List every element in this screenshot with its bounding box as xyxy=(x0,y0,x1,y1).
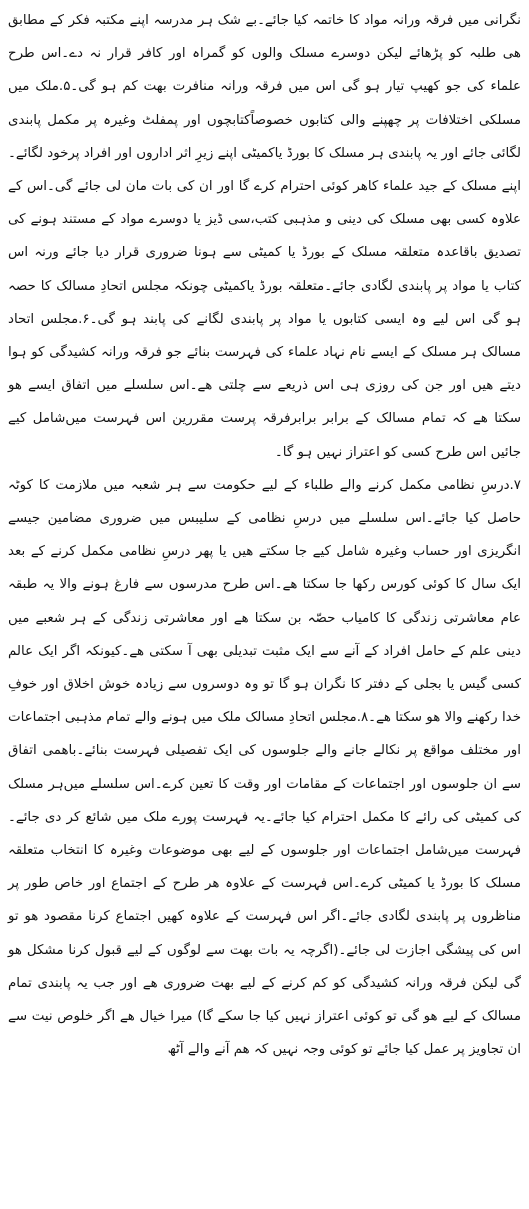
article-body xyxy=(8,4,521,1067)
paragraph-2: ۷.درسِ نظامی مکمل کرنے والے طلباء کے لیے حکومت سے ہر شعبہ میں ملازمت کا کوٹہ حاصل کیا جائے۔اس سلسلے میں درسِ نظامی کے سلیبس میں ضروری مضامین جیسے انگریزی اور حساب وغیرہ شامل کیے جا سکتے ھیں یا پھر درسِ نظامی مکمل کرنے کے بعد ایک سال کا کوئی کورس رکھا جا سکتا ھے۔اس طرح مدرسوں سے فارغ ہونے والا یہ طبقہ عام معاشرتی زندگی کا کامیاب حصّہ بن سکتا ھے اور معاشرتی زندگی کے ہر شعبے میں دینی علم کے حامل افراد کے آنے سے ایک مثبت تبدیلی بھی آ سکتی ھے۔کیونکہ اگر ایک عالم کسی گیس یا بجلی کے دفتر کا نگران ہو گا تو وہ دوسروں سے زیادہ خوش اخلاق اور خوفِ خدا رکھنے والا ھو سکتا ھے۔۸.مجلس اتحادِ مسالک ملک میں ہونے والے تمام مذہبی اجتماعات اور مختلف مواقع پر نکالے جانے والے جلوسوں کی ایک تفصیلی فہرست بنائے۔باھمی اتفاق سے ان جلوسوں اور اجتماعات کے مقامات اور وقت کا تعین کرے۔اس سلسلے میں‌ہر مسلک کی کمیٹی کی رائے کا مکمل احترام کیا جائے۔یہ فہرست پورے ملک میں شائع کر دی جائے۔فہرست میں‌شامل اجتماعات اور جلوسوں کے لیے بھی موضوعات وغیرہ کا انتخاب متعلقہ مسلک کا بورڈ یا کمیٹی کرے۔اس فہرست کے علاوہ ھر طرح کے اجتماع اور خاص طور پر مناظروں پر پابندی لگادی جائے۔اگر اس فہرست کے علاوہ کھیں اجتماع کرنا مقصود ھو تو اس کی پیشگی اجازت لی جائے۔(اگرچہ یہ بات بھت سے لوگوں کے لیے قبول کرنا مشکل ھو گی لیکن فرقہ ورانہ کشیدگی کو کم کرنے کے لیے بھت ضروری ھے اور جب یہ پابندی تمام مسالک کے لیے ھو گی تو کوئی اعتراز نہیں کیا جا سکے گا) میرا خیال ھے اگر خلوص نیت سے ان تجاویز پر عمل کیا جائے تو کوئی وجہ نہیں کہ ھم آنے والے آٹھ xyxy=(8,477,521,1058)
paragraph-1: نگرانی میں فرقہ ورانہ مواد کا خاتمہ کیا جائے۔بے شک ہر مدرسہ اپنے مکتبہ فکر کے مطابق ھی طلبہ کو پڑھائے لیکن دوسرے مسلک والوں کو گمراہ اور کافر قرار نہ دے۔اس طرح علماء کی جو کھیپ تیار ہو گی اس میں فرقہ ورانہ منافرت بھت کم ہو گی۔۵.ملک میں مسلکی اختلافات پر چھپنے والی کتابوں خصوصاًکتابچوں اور پمفلٹ وغیرہ پر مکمل پابندی لگائی جائے اور یہ پابندی ہر مسلک کا بورڈ یاکمیٹی اپنے زیرِ اثر اداروں اور افراد پرخود لگائے۔اپنے مسلک کے جید علماء کاھر کوئی احترام کرے گا اور ان کی بات مان لی جائے گی۔اس کے علاوہ کسی بھی مسلک کی دینی و مذہبی کتب،سی ڈیز یا دوسرے مواد کے مستند ہونے کی تصدیق باقاعدہ متعلقہ مسلک کے بورڈ یا کمیٹی سے ہونا ضروری قرار دیا جائے ورنہ اس کتاب یا مواد پر پابندی لگادی جائے۔متعلقہ بورڈ یاکمیٹی چونکہ مجلس اتحادِ مسالک کا حصہ ہو گی اس لیے وہ ایسی کتابوں یا مواد پر پابندی لگانے کی پابند ہو گی۔۶.مجلس اتحاد مسالک ہر مسلک کے ایسے نام نہاد علماء کی فہرست بنائے جو فرقہ ورانہ کشیدگی کو ہوا دیتے ھیں اور جن کی روزی ہی اس ذریعے سے چلتی ھے۔اس سلسلے میں اتفاق ایسے ھو سکتا ھے کہ تمام مسالک کے برابر برابرفرقہ پرست مقررین اس فہرست میں‌شامل کیے جائیں اس طرح کسی کو اعتراز نہیں ہو گا۔ xyxy=(8,13,522,460)
